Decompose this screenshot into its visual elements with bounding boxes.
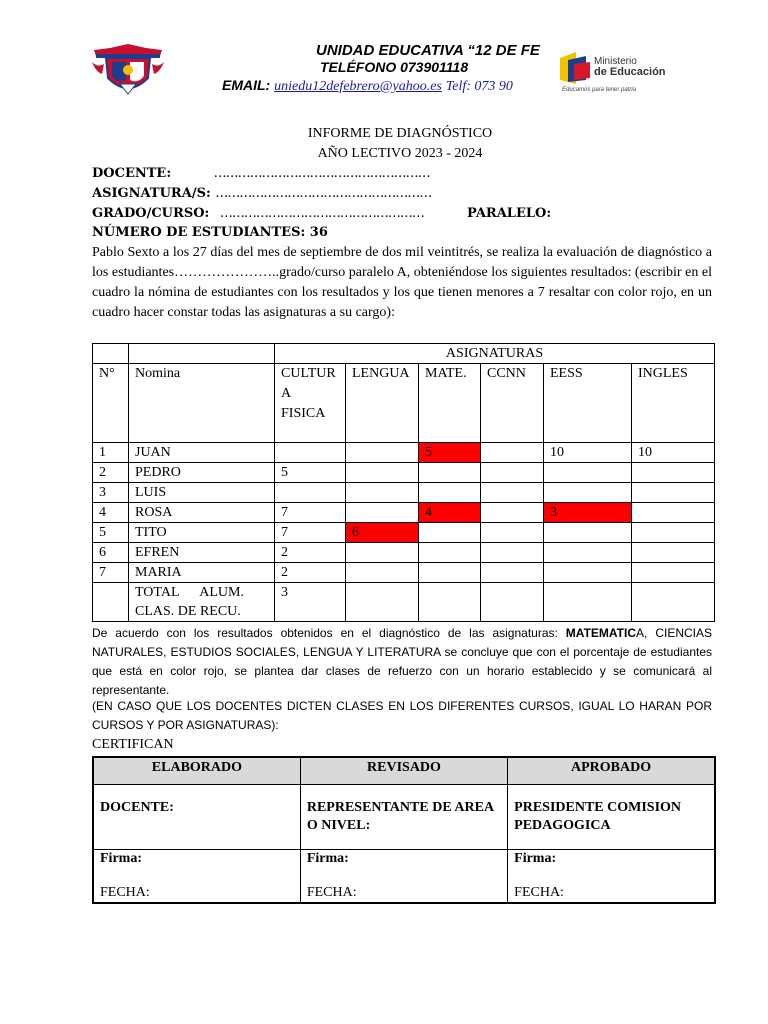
- paralelo-field: PARALELO:: [467, 206, 552, 221]
- school-year: AÑO LECTIVO 2023 - 2024: [317, 146, 483, 161]
- sig-header: ELABORADO: [93, 757, 300, 785]
- grade-cell: 7: [275, 503, 346, 523]
- grade-cell: [481, 483, 544, 503]
- student-name: ROSA: [129, 503, 275, 523]
- table-row: [93, 503, 715, 523]
- table-row: [93, 483, 715, 503]
- row-number: 7: [93, 563, 129, 583]
- grade-cell: [481, 443, 544, 463]
- telephone-text: Telf: 073 90: [445, 79, 513, 94]
- totals-label: TOTAL ALUM. CLAS. DE RECU.: [129, 583, 275, 622]
- grade-cell-low: 5: [419, 443, 481, 463]
- row-number: 6: [93, 543, 129, 563]
- grades-table: [92, 343, 715, 622]
- grade-cell: [346, 463, 419, 483]
- grade-cell: [346, 443, 419, 463]
- grade-cell: [346, 483, 419, 503]
- col-header: MATE.: [419, 364, 481, 443]
- row-number: 2: [93, 463, 129, 483]
- sig-firma-cell[interactable]: Firma: FECHA:: [508, 850, 715, 904]
- grade-cell: [275, 483, 346, 503]
- email-link[interactable]: uniedu12defebrero@yahoo.es: [274, 79, 442, 94]
- email-label: EMAIL:: [222, 77, 271, 93]
- table-row: [93, 563, 715, 583]
- grade-cell: [632, 563, 715, 583]
- row-number: 3: [93, 483, 129, 503]
- col-header: CCNN: [481, 364, 544, 443]
- row-number: 4: [93, 503, 129, 523]
- student-name: PEDRO: [129, 463, 275, 483]
- grade-cell-low: 4: [419, 503, 481, 523]
- ministry-name: Ministerio de Educación: [594, 56, 666, 78]
- grade-cell: [544, 523, 632, 543]
- table-row: [93, 523, 715, 543]
- col-header: N°: [93, 364, 129, 443]
- sig-header: APROBADO: [508, 757, 715, 785]
- subjects-group-header: ASIGNATURAS: [275, 344, 715, 364]
- table-row: [93, 443, 715, 463]
- intro-paragraph: Pablo Sexto a los 27 días del mes de septiembre de dos mil veintitrés, se realiza la evaluación de diagnóstico a los estudiantes…………………..grado/curso paralelo A, obteniéndose los siguientes resultados: (escribir en el cuadro la nómina de estudiantes con los resultados y los que tienen menores a 7 resaltar con color rojo, en un cuadro hacer constar todas las asignaturas a su cargo):: [92, 245, 712, 320]
- grade-cell: 5: [275, 463, 346, 483]
- grade-cell: [419, 563, 481, 583]
- grade-cell: [544, 463, 632, 483]
- signature-table: [92, 756, 716, 904]
- grade-cell: 2: [275, 563, 346, 583]
- asignatura-field: ASIGNATURA/S: ………………………………………………: [92, 186, 432, 201]
- docente-field: DOCENTE: ………………………………………………: [92, 166, 430, 181]
- grade-cell: [346, 543, 419, 563]
- grade-cell: [544, 543, 632, 563]
- row-number: 1: [93, 443, 129, 463]
- grade-cell-low: 3: [544, 503, 632, 523]
- grade-cell: [632, 523, 715, 543]
- certifican-label: CERTIFICAN: [92, 737, 174, 752]
- totals-value: 3: [275, 583, 346, 622]
- sig-role: REPRESENTANTE DE AREA O NIVEL:: [300, 785, 507, 850]
- grade-cell: [481, 563, 544, 583]
- grade-cell: [632, 483, 715, 503]
- grade-cell: 10: [632, 443, 715, 463]
- col-header: EESS: [544, 364, 632, 443]
- sig-header: REVISADO: [300, 757, 507, 785]
- ministry-flag-icon: [558, 50, 592, 86]
- student-name: EFREN: [129, 543, 275, 563]
- grade-cell: [544, 483, 632, 503]
- grade-cell: [275, 443, 346, 463]
- grade-cell: [419, 483, 481, 503]
- grade-cell: [419, 523, 481, 543]
- school-crest-logo: [90, 40, 166, 100]
- grade-cell: [419, 543, 481, 563]
- table-row: [93, 543, 715, 563]
- grade-cell: [632, 543, 715, 563]
- grade-cell: [481, 463, 544, 483]
- grade-cell: [481, 543, 544, 563]
- table-header-row: [93, 364, 715, 443]
- sig-role: DOCENTE:: [93, 785, 300, 850]
- grado-field: GRADO/CURSO: ……………………………………………: [92, 206, 424, 221]
- sig-role: PRESIDENTE COMISION PEDAGOGICA: [508, 785, 715, 850]
- row-number: 5: [93, 523, 129, 543]
- school-contact: [222, 77, 544, 95]
- grade-cell: 2: [275, 543, 346, 563]
- grade-cell-low: 6: [346, 523, 419, 543]
- grade-cell: [544, 563, 632, 583]
- student-name: LUIS: [129, 483, 275, 503]
- report-title: INFORME DE DIAGNÓSTICO: [307, 126, 493, 141]
- student-name: TITO: [129, 523, 275, 543]
- student-name: MARIA: [129, 563, 275, 583]
- sig-firma-cell[interactable]: Firma: FECHA:: [93, 850, 300, 904]
- grade-cell: [632, 463, 715, 483]
- grade-cell: [481, 523, 544, 543]
- grade-cell: [632, 503, 715, 523]
- grade-cell: [346, 503, 419, 523]
- student-count: NÚMERO DE ESTUDIANTES: 36: [92, 225, 328, 240]
- col-header: INGLES: [632, 364, 715, 443]
- table-row: [93, 463, 715, 483]
- school-name: UNIDAD EDUCATIVA “12 DE FE: [316, 42, 540, 59]
- ministry-logo: [558, 50, 678, 100]
- grade-cell: 7: [275, 523, 346, 543]
- totals-row: [93, 583, 715, 622]
- grade-cell: 10: [544, 443, 632, 463]
- col-header: CULTUR A FISICA: [275, 364, 346, 443]
- grade-cell: [481, 503, 544, 523]
- ministry-slogan: Educamos para tener patria: [562, 87, 637, 93]
- grade-cell: [419, 463, 481, 483]
- student-name: JUAN: [129, 443, 275, 463]
- grade-cell: [346, 563, 419, 583]
- note-paragraph: (EN CASO QUE LOS DOCENTES DICTEN CLASES EN LOS DIFERENTES CURSOS, IGUAL LO HARAN POR CURSOS Y POR ASIGNATURAS):: [92, 699, 712, 732]
- col-header: Nomina: [129, 364, 275, 443]
- school-phone: TELÉFONO 073901118: [320, 59, 469, 75]
- conclusion-paragraph: De acuerdo con los resultados obtenidos en el diagnóstico de las asignaturas: MATEMATICA, CIENCIAS NATURALES, ESTUDIOS SOCIALES, LENGUA Y LITERATURA se concluye que con el porcentaje de estudiantes que está en color rojo, se plantea dar clases de refuerzo con un horario establecido y se comunicará al representante.: [92, 626, 712, 697]
- col-header: LENGUA: [346, 364, 419, 443]
- sig-firma-cell[interactable]: Firma: FECHA:: [300, 850, 507, 904]
